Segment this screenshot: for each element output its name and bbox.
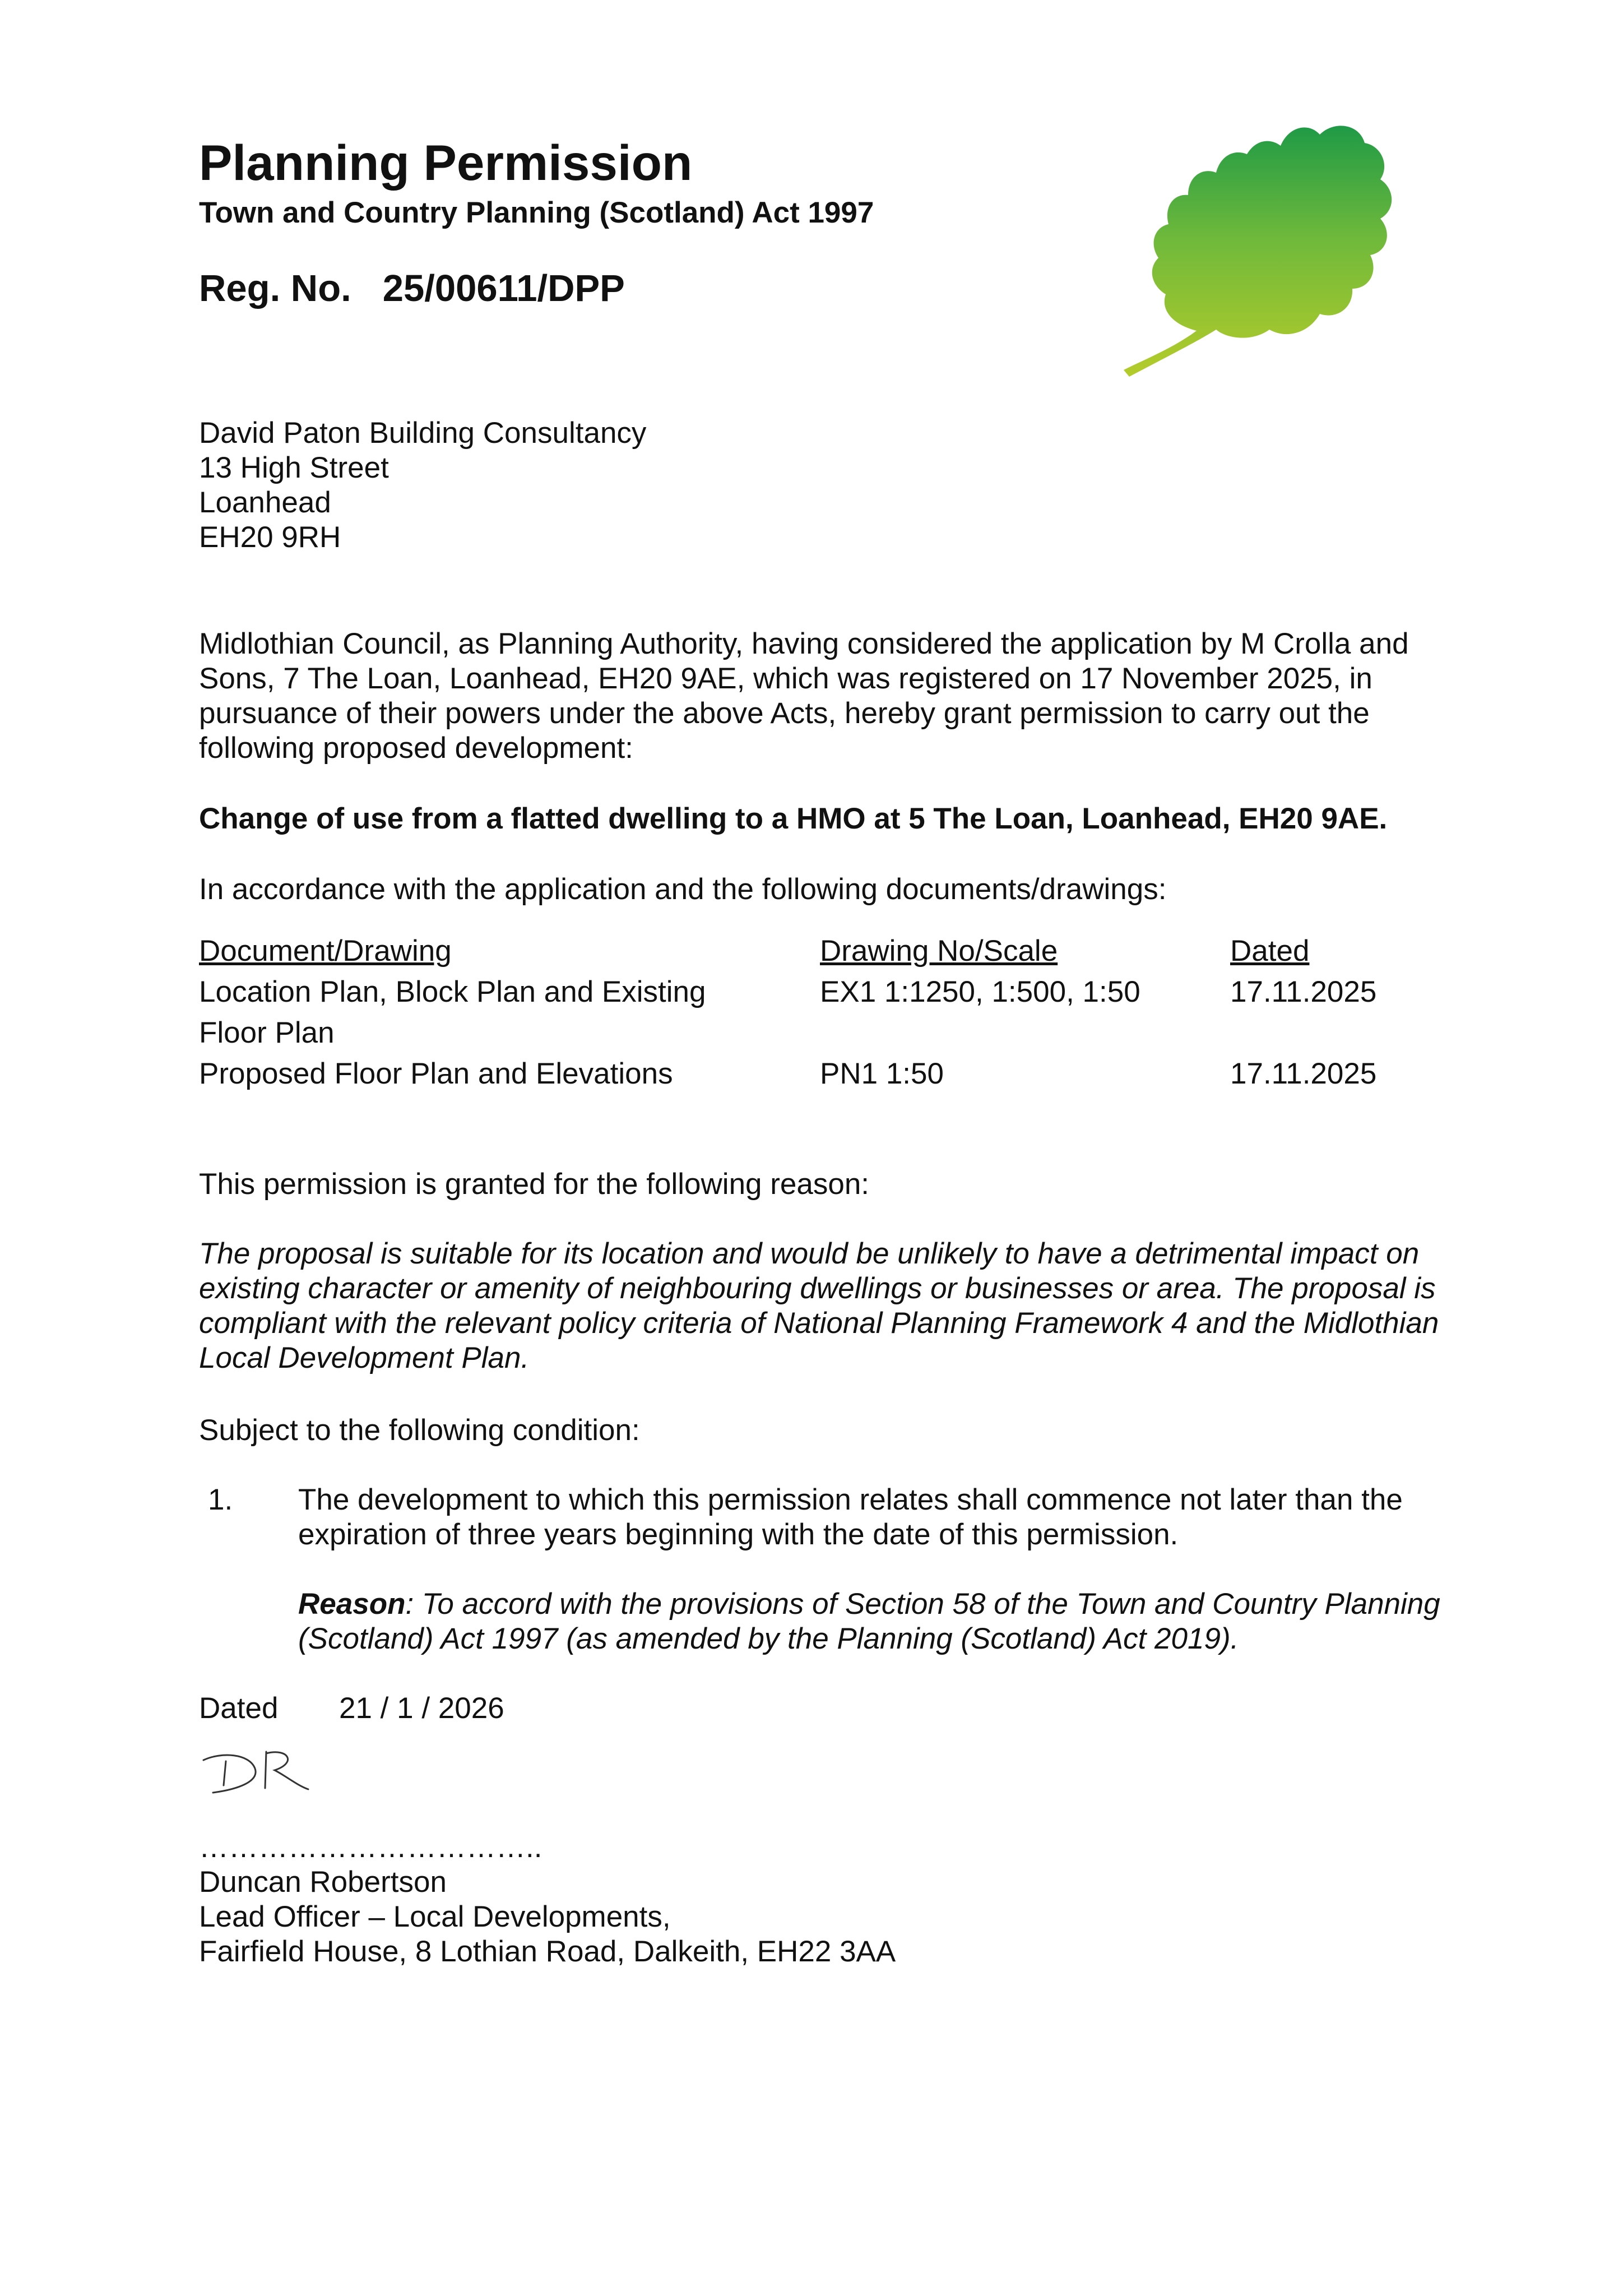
reg-label: Reg. No. [199,267,351,309]
reason-paragraph: The proposal is suitable for its location and would be unlikely to have a detrimental impact on existing character or amenity of neighbouring dwellings or businesses or area. The proposal is compliant with the relevant policy criteria of National Planning Framework 4 and the Midlothian Local Development Plan. [199,1237,1439,1374]
signature-line: …………………………….. [199,1831,542,1864]
table-cell: Proposed Floor Plan and Elevations [199,1057,673,1090]
table-cell: EX1 1:1250, 1:500, 1:50 [820,975,1140,1008]
conditions-intro: Subject to the following condition: [199,1414,640,1447]
condition-reason-label: Reason [298,1587,406,1621]
recipient-line: EH20 9RH [199,521,341,554]
table-cell: Floor Plan [199,1016,335,1049]
table-cell: Location Plan, Block Plan and Existing [199,975,706,1008]
signatory-block [199,1865,896,1969]
signatory-address: Fairfield House, 8 Lothian Road, Dalkeith, EH22 3AA [199,1935,896,1968]
condition-number: 1. [208,1483,233,1516]
table-header-document: Document/Drawing [199,934,452,968]
recipient-line: Loanhead [199,486,331,519]
dated-value: 21 / 1 / 2026 [339,1692,504,1725]
table-header-scale: Drawing No/Scale [820,934,1058,968]
signatory-role: Lead Officer – Local Developments, [199,1900,671,1933]
handwritten-signature [199,1743,314,1797]
table-cell: PN1 1:50 [820,1057,944,1090]
intro-paragraph: Midlothian Council, as Planning Authority, having considered the application by M Crolla and Sons, 7 The Loan, Loanhead, EH20 9AE, which was registered on 17 November 2025, in pursuance of their powers under the above Acts, hereby grant permission to carry out the following proposed development: [199,627,1409,765]
reason-intro: This permission is granted for the following reason: [199,1168,870,1201]
reg-value: 25/00611/DPP [382,267,625,309]
document-subtitle: Town and Country Planning (Scotland) Act 1997 [199,196,874,229]
documents-column-doc [199,931,759,1094]
recipient-line: 13 High Street [199,451,389,484]
registration-number [199,267,625,310]
development-description: Change of use from a flatted dwelling to a HMO at 5 The Loan, Loanhead, EH20 9AE. [199,802,1388,835]
table-cell: 17.11.2025 [1230,1057,1377,1090]
oak-leaf-logo [1112,118,1404,381]
recipient-address [199,416,646,555]
condition-reason-text: : To accord with the provisions of Section 58 of the Town and Country Planning (Scotland) Act 1997 (as amended by the Planning (Scotland) Act 2019). [298,1587,1440,1655]
documents-column-scale [820,931,1201,1094]
table-cell: 17.11.2025 [1230,975,1377,1008]
condition-text: The development to which this permission relates shall commence not later than the expiration of three years beginning with the date of this permission. [298,1483,1403,1551]
accordance-text: In accordance with the application and the following documents/drawings: [199,873,1167,906]
signatory-name: Duncan Robertson [199,1866,447,1899]
documents-column-dated [1230,931,1454,1094]
condition-reason [298,1587,1453,1656]
recipient-line: David Paton Building Consultancy [199,416,647,450]
table-header-dated: Dated [1230,934,1310,968]
document-title: Planning Permission [199,135,693,191]
dated-label: Dated [199,1692,279,1725]
